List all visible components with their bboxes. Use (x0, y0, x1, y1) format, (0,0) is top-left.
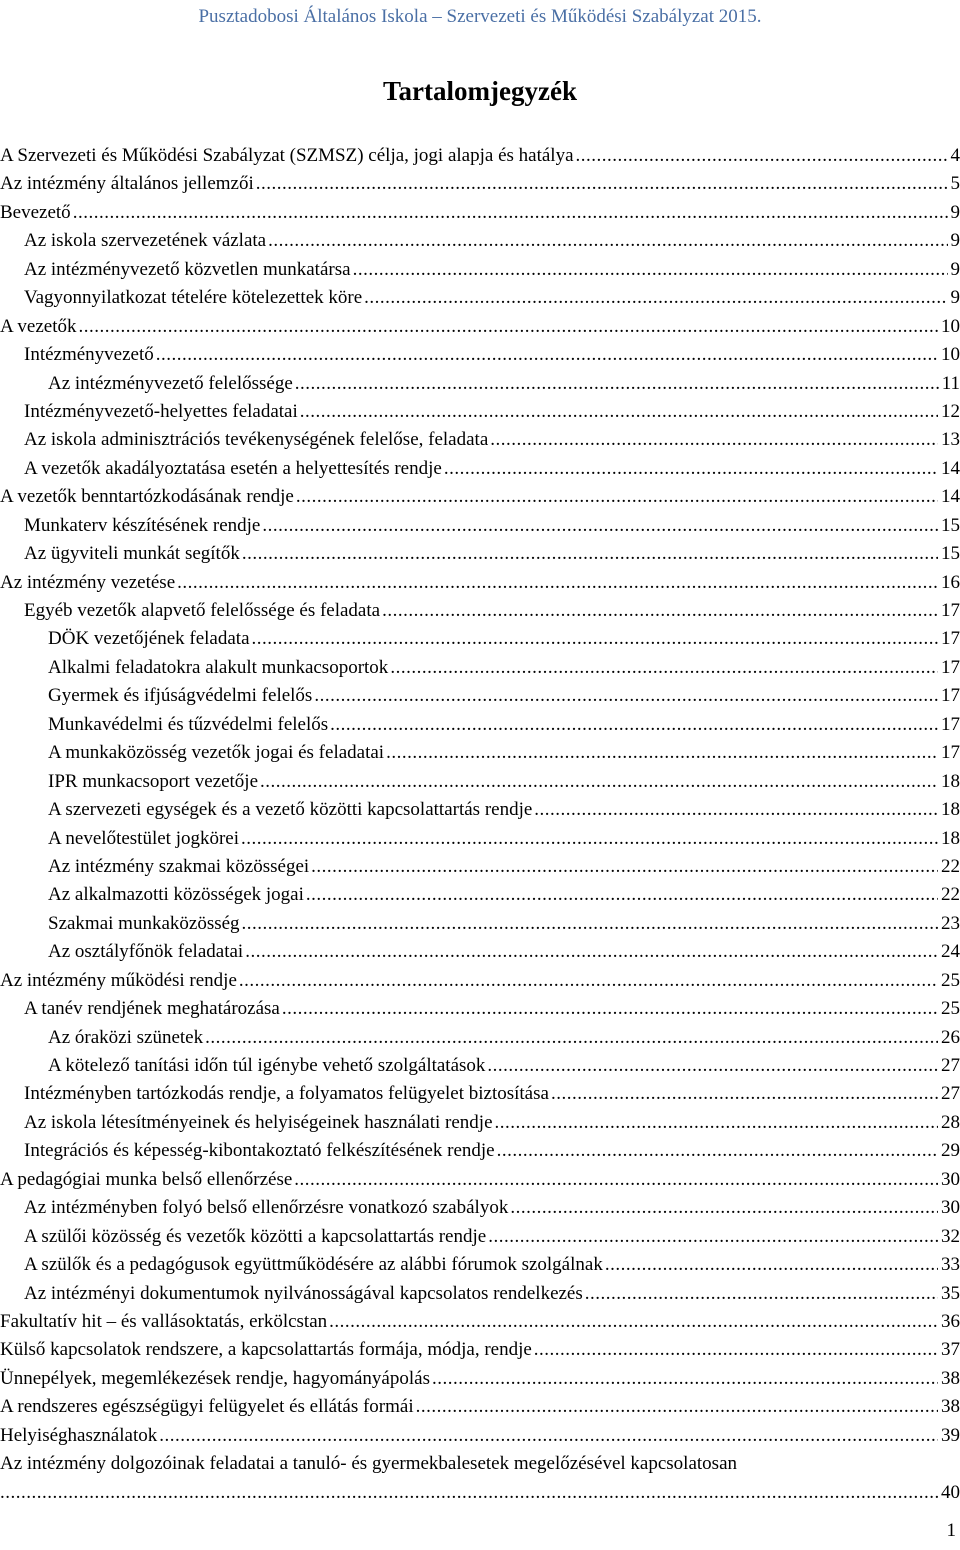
toc-entry-page: 4 (948, 142, 960, 170)
toc-entry-page: 27 (938, 1052, 960, 1080)
toc-entry[interactable] (0, 796, 960, 824)
toc-leader-dots (510, 1194, 938, 1222)
toc-entry-page: 23 (938, 910, 960, 938)
toc-entry-text: Ünnepélyek, megemlékezések rendje, hagyományápolás (0, 1365, 432, 1393)
toc-entry-page: 38 (938, 1393, 960, 1421)
toc-entry-text: Az alkalmazotti közösségek jogai (48, 881, 306, 909)
toc-entry-page: 9 (948, 199, 960, 227)
toc-leader-dots (242, 540, 938, 568)
toc-entry-text: Az ügyviteli munkát segítők (24, 540, 242, 568)
toc-entry-page: 15 (938, 540, 960, 568)
toc-leader-dots (585, 1280, 938, 1308)
toc-entry-page: 10 (938, 313, 960, 341)
toc-entry[interactable] (0, 341, 960, 369)
toc-entry-text: Az intézményvezető felelőssége (48, 370, 295, 398)
toc-entry-page: 37 (938, 1336, 960, 1364)
toc-leader-dots (73, 199, 948, 227)
toc-entry[interactable] (0, 597, 960, 625)
toc-entry-page: 25 (938, 995, 960, 1023)
toc-leader-dots (296, 483, 938, 511)
toc-entry[interactable] (0, 825, 960, 853)
toc-entry[interactable] (0, 938, 960, 966)
toc-entry-text: Szakmai munkaközösség (48, 910, 242, 938)
toc-entry[interactable] (0, 199, 960, 227)
toc-entry-page: 5 (948, 170, 960, 198)
toc-entry[interactable] (0, 1336, 960, 1364)
toc-leader-dots (295, 370, 939, 398)
toc-entry-text: Munkavédelmi és tűzvédelmi felelős (48, 711, 330, 739)
toc-entry[interactable] (0, 313, 960, 341)
toc-entry-text: A vezetők akadályoztatása esetén a helyettesítés rendje (24, 455, 444, 483)
toc-leader-dots (294, 1166, 938, 1194)
toc-leader-dots (416, 1393, 938, 1421)
toc-entry-page: 26 (938, 1024, 960, 1052)
toc-leader-dots (534, 1336, 938, 1364)
toc-entry[interactable] (0, 1166, 960, 1194)
toc-leader-dots (282, 995, 938, 1023)
toc-entry-text: Gyermek és ifjúságvédelmi felelős (48, 682, 314, 710)
toc-leader-dots (576, 142, 948, 170)
toc-entry[interactable] (0, 995, 960, 1023)
toc-leader-dots (300, 398, 938, 426)
toc-entry-page: 17 (938, 682, 960, 710)
toc-entry-page: 14 (938, 483, 960, 511)
toc-entry-page: 38 (938, 1365, 960, 1393)
toc-entry[interactable] (0, 1137, 960, 1165)
toc-entry-page: 40 (938, 1479, 960, 1507)
toc-entry-text: Az iskola létesítményeinek és helyiségeinek használati rendje (24, 1109, 495, 1137)
toc-entry[interactable] (0, 739, 960, 767)
toc-entry-text: Intézményvezető (24, 341, 156, 369)
toc-entry-text: A rendszeres egészségügyi felügyelet és ellátás formái (0, 1393, 416, 1421)
toc-entry[interactable] (0, 654, 960, 682)
toc-entry-page: 11 (939, 370, 960, 398)
toc-entry[interactable] (0, 1052, 960, 1080)
toc-entry-page: 13 (938, 426, 960, 454)
toc-leader-dots (382, 597, 938, 625)
page-title: Tartalomjegyzék (383, 76, 577, 106)
toc-entry-page: 33 (938, 1251, 960, 1279)
toc-entry-text: A vezetők (0, 313, 79, 341)
toc-leader-dots (497, 1137, 938, 1165)
toc-entry-text: Külső kapcsolatok rendszere, a kapcsolattartás formája, módja, rendje (0, 1336, 534, 1364)
toc-entry[interactable] (0, 1194, 960, 1222)
toc-entry-text: Fakultatív hit – és vallásoktatás, erkölcstan (0, 1308, 329, 1336)
toc-entry-text: Az intézmény általános jellemzői (0, 170, 256, 198)
toc-leader-dots (487, 1052, 938, 1080)
toc-entry-page: 17 (938, 711, 960, 739)
toc-entry[interactable] (0, 170, 960, 198)
toc-entry-page: 9 (948, 284, 960, 312)
toc-entry-text: Intézményben tartózkodás rendje, a folyamatos felügyelet biztosítása (24, 1080, 551, 1108)
toc-entry-text: A pedagógiai munka belső ellenőrzése (0, 1166, 294, 1194)
toc-entry-text: IPR munkacsoport vezetője (48, 768, 260, 796)
toc-entry[interactable] (0, 284, 960, 312)
toc-leader-dots (311, 853, 938, 881)
toc-leader-dots (534, 796, 938, 824)
toc-leader-dots (495, 1109, 939, 1137)
toc-entry-text: Helyiséghasználatok (0, 1422, 159, 1450)
toc-leader-dots (156, 341, 938, 369)
toc-entry-page: 9 (948, 227, 960, 255)
toc-entry-text: Bevezető (0, 199, 73, 227)
toc-entry-page: 12 (938, 398, 960, 426)
toc-leader-dots (364, 284, 947, 312)
toc-entry-page: 17 (938, 739, 960, 767)
toc-entry[interactable] (0, 1223, 960, 1251)
toc-entry-text: Egyéb vezetők alapvető felelőssége és feladata (24, 597, 382, 625)
toc-entry-page: 27 (938, 1080, 960, 1108)
toc-entry-page: 17 (938, 625, 960, 653)
toc-entry[interactable] (0, 967, 960, 995)
toc-entry[interactable] (0, 1393, 960, 1421)
toc-entry[interactable] (0, 625, 960, 653)
toc-entry[interactable] (0, 569, 960, 597)
toc-leader-dots (444, 455, 938, 483)
toc-entry-page: 36 (938, 1308, 960, 1336)
toc-entry[interactable] (0, 227, 960, 255)
toc-entry-page: 18 (938, 825, 960, 853)
toc-entry-page: 22 (938, 853, 960, 881)
toc-entry-text: A nevelőtestület jogkörei (48, 825, 241, 853)
toc-entry[interactable] (0, 910, 960, 938)
toc-entry-page: 14 (938, 455, 960, 483)
toc-entry-page: 29 (938, 1137, 960, 1165)
toc-entry-text: Az iskola szervezetének vázlata (24, 227, 268, 255)
toc-leader-dots (262, 512, 938, 540)
toc-entry-page: 28 (938, 1109, 960, 1137)
toc-entry-text: Az intézmény vezetése (0, 569, 177, 597)
toc-entry[interactable] (0, 1251, 960, 1279)
toc-entry[interactable] (0, 142, 960, 170)
toc-entry-page: 24 (938, 938, 960, 966)
toc-entry-text: Az osztályfőnök feladatai (48, 938, 245, 966)
running-header: Pusztadobosi Általános Iskola – Szervezeti és Működési Szabályzat 2015. (198, 6, 762, 27)
toc-entry[interactable] (0, 1450, 960, 1507)
toc-entry-page: 16 (938, 569, 960, 597)
toc-entry-text: A munkaközösség vezetők jogai és feladatai (48, 739, 386, 767)
toc-entry-page: 10 (938, 341, 960, 369)
toc-entry-text: Alkalmi feladatokra alakult munkacsoportok (48, 654, 390, 682)
toc-entry[interactable] (0, 1365, 960, 1393)
toc-entry-text: Az intézmény szakmai közösségei (48, 853, 311, 881)
toc-entry[interactable] (0, 1280, 960, 1308)
toc-leader-dots (256, 170, 948, 198)
toc-leader-dots (242, 910, 938, 938)
toc-entry[interactable] (0, 711, 960, 739)
toc-entry-text: A vezetők benntartózkodásának rendje (0, 483, 296, 511)
toc-leader-dots (0, 1479, 938, 1507)
toc-leader-dots (329, 1308, 938, 1336)
toc-leader-dots (490, 426, 938, 454)
toc-entry[interactable] (0, 1080, 960, 1108)
toc-entry-text: Az intézmény dolgozóinak feladatai a tanuló- és gyermekbalesetek megelőzésével kapcsolatosan (0, 1453, 738, 1475)
toc-entry-text: A kötelező tanítási időn túl igénybe vehető szolgáltatások (48, 1052, 487, 1080)
toc-entry[interactable] (0, 1308, 960, 1336)
toc-entry-page: 18 (938, 768, 960, 796)
toc-entry[interactable] (0, 455, 960, 483)
toc-leader-dots (239, 967, 938, 995)
toc-leader-dots (551, 1080, 938, 1108)
toc-entry-text: A szülői közösség és vezetők közötti a kapcsolattartás rendje (24, 1223, 488, 1251)
toc-entry-page: 15 (938, 512, 960, 540)
toc-leader-dots (241, 825, 938, 853)
toc-entry-text: Integrációs és képesség-kibontakoztató felkészítésének rendje (24, 1137, 497, 1165)
toc-entry-text: Az intézményben folyó belső ellenőrzésre vonatkozó szabályok (24, 1194, 510, 1222)
toc-entry-page: 35 (938, 1280, 960, 1308)
toc-leader-dots (306, 881, 938, 909)
toc-entry[interactable] (0, 483, 960, 511)
toc-entry-text: Az intézmény működési rendje (0, 967, 239, 995)
toc-entry-text: Vagyonnyilatkozat tételére kötelezettek köre (24, 284, 364, 312)
toc-entry-page: 30 (938, 1166, 960, 1194)
toc-entry-text: Az iskola adminisztrációs tevékenységének felelőse, feladata (24, 426, 490, 454)
toc-entry[interactable] (0, 398, 960, 426)
toc-entry[interactable] (0, 853, 960, 881)
toc-entry-page: 18 (938, 796, 960, 824)
toc-leader-dots (79, 313, 938, 341)
toc-entry-text: Intézményvezető-helyettes feladatai (24, 398, 300, 426)
toc-leader-dots (390, 654, 938, 682)
toc-leader-dots (268, 227, 947, 255)
toc-entry-page: 22 (938, 881, 960, 909)
toc-entry-text: A szervezeti egységek és a vezető közötti kapcsolattartás rendje (48, 796, 534, 824)
toc-entry-text: Az óraközi szünetek (48, 1024, 205, 1052)
toc-entry-text: A tanév rendjének meghatározása (24, 995, 282, 1023)
toc-entry-page: 32 (938, 1223, 960, 1251)
toc-entry[interactable] (0, 370, 960, 398)
toc-entry-page: 17 (938, 654, 960, 682)
toc-entry[interactable] (0, 256, 960, 284)
toc-leader-dots (314, 682, 938, 710)
toc-entry[interactable] (0, 881, 960, 909)
toc-leader-dots (488, 1223, 938, 1251)
toc-entry-page: 9 (948, 256, 960, 284)
page-number: 1 (946, 1520, 956, 1541)
table-of-contents (0, 142, 960, 1507)
toc-entry-page: 30 (938, 1194, 960, 1222)
toc-entry[interactable] (0, 768, 960, 796)
toc-leader-dots (205, 1024, 938, 1052)
toc-entry-text: Az intézményi dokumentumok nyilvánosságával kapcsolatos rendelkezés (24, 1280, 585, 1308)
toc-entry-text: DÖK vezetőjének feladata (48, 625, 252, 653)
toc-leader-dots (330, 711, 938, 739)
toc-entry[interactable] (0, 1024, 960, 1052)
toc-entry-text: Munkaterv készítésének rendje (24, 512, 262, 540)
toc-entry-text: Az intézményvezető közvetlen munkatársa (24, 256, 353, 284)
toc-entry[interactable] (0, 512, 960, 540)
toc-entry-page: 17 (938, 597, 960, 625)
toc-leader-dots (353, 256, 948, 284)
toc-leader-dots (260, 768, 938, 796)
toc-leader-dots (177, 569, 938, 597)
toc-leader-dots (252, 625, 938, 653)
toc-entry[interactable] (0, 1422, 960, 1450)
toc-entry-page: 39 (938, 1422, 960, 1450)
toc-entry[interactable] (0, 540, 960, 568)
toc-entry-page: 25 (938, 967, 960, 995)
toc-leader-dots (605, 1251, 938, 1279)
toc-leader-dots (159, 1422, 938, 1450)
toc-entry[interactable] (0, 426, 960, 454)
toc-entry[interactable] (0, 1109, 960, 1137)
toc-entry[interactable] (0, 682, 960, 710)
toc-entry-text: A szülők és a pedagógusok együttműködésére az alábbi fórumok szolgálnak (24, 1251, 605, 1279)
toc-leader-dots (245, 938, 938, 966)
toc-entry-text: A Szervezeti és Működési Szabályzat (SZMSZ) célja, jogi alapja és hatálya (0, 142, 576, 170)
toc-leader-dots (432, 1365, 938, 1393)
toc-leader-dots (386, 739, 938, 767)
